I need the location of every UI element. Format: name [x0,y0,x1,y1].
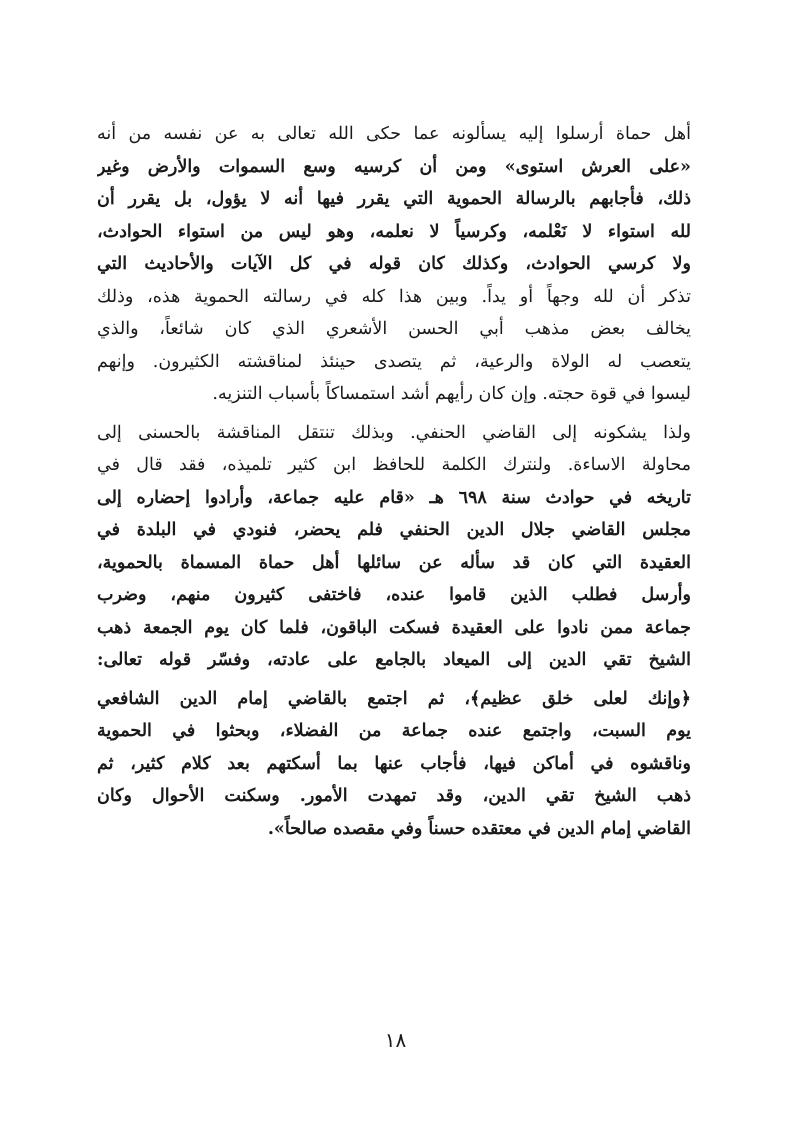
page-number: ١٨ [384,1028,407,1052]
text-line: جماعة ممن نادوا على العقيدة فسكت الباقون، فلما كان يوم الجمعة ذهب [97,617,691,638]
text-line: «على العرش استوى» ومن أن كرسيه وسع السموات والأرض وغير [97,156,691,177]
text-line: ولا كرسي الحوادث، وكذلك كان قوله في كل الآيات والأحاديث التي [97,254,691,274]
text-line: ذهب الشيخ تقي الدين، وقد تمهدت الأمور. وسكنت الأحوال وكان [97,786,691,806]
paragraph-2 [97,417,691,677]
page-body [97,118,691,845]
text-line: وناقشوه في أماكن فيها، فأجاب عنها بما أسكتهم بعد كلام كثير، ثم [97,753,691,774]
text-line: وأرسل فطلب الذين قاموا عنده، فاختفى كثيرون منهم، وضرب [97,585,691,605]
text-line: محاولة الاساءة. ولنترك الكلمة للحافظ ابن كثير تلميذه، فقد قال في [97,455,691,475]
text-line: مجلس القاضي جلال الدين الحنفي فلم يحضر، فنودي في البلدة في [97,520,691,540]
text-line: لله استواء لا نَعْلمه، وكرسياً لا نعلمه، وهو ليس من استواء الحوادث، [97,221,691,242]
text-line: تذكر أن لله وجهاً أو يداً. وبين هذا كله في رسالته الحموية هذه، وذلك [97,286,691,307]
text-line: العقيدة التي كان قد سأله عن سائلها أهل حماة المسماة بالحموية، [97,552,691,573]
text-line: يتعصب له الولاة والرعية، ثم يتصدى حينئذ لمناقشته الكثيرون. وإنهم [97,351,691,372]
text-line: أهل حماة أرسلوا إليه يسألونه عما حكى الله تعالى به عن نفسه من أنه [97,124,691,144]
text-line: القاضي إمام الدين في معتقده حسناً وفي مقصده صالحاً». [267,818,691,839]
paragraph-1 [97,118,691,411]
text-line: ولذا يشكونه إلى القاضي الحنفي. وبذلك تنتقل المناقشة بالحسنى إلى [97,422,691,443]
text-line: يوم السبت، واجتمع عنده جماعة من الفضلاء، وبحثوا في الحموية [97,721,691,741]
text-line: يخالف بعض مذهب أبي الحسن الأشعري الذي كان شائعاً، والذي [97,319,691,339]
text-line: ليسوا في قوة حجته. وإن كان رأيهم أشد استمساكاً بأسباب التنزيه. [212,384,691,404]
paragraph-3 [97,683,691,846]
text-line: تاريخه في حوادث سنة ٦٩٨ هـ «قام عليه جماعة، وأرادوا إحضاره إلى [97,487,691,508]
text-line: ﴿وإنك لعلى خلق عظيم﴾، ثم اجتمع بالقاضي إمام الدين الشافعي [97,688,691,709]
text-line: ذلك، فأجابهم بالرسالة الحموية التي يقرر فيها أنه لا يؤول، بل يقرر أن [97,189,691,209]
text-line: الشيخ تقي الدين إلى الميعاد بالجامع على عادته، وفسّر قوله تعالى: [97,650,691,670]
